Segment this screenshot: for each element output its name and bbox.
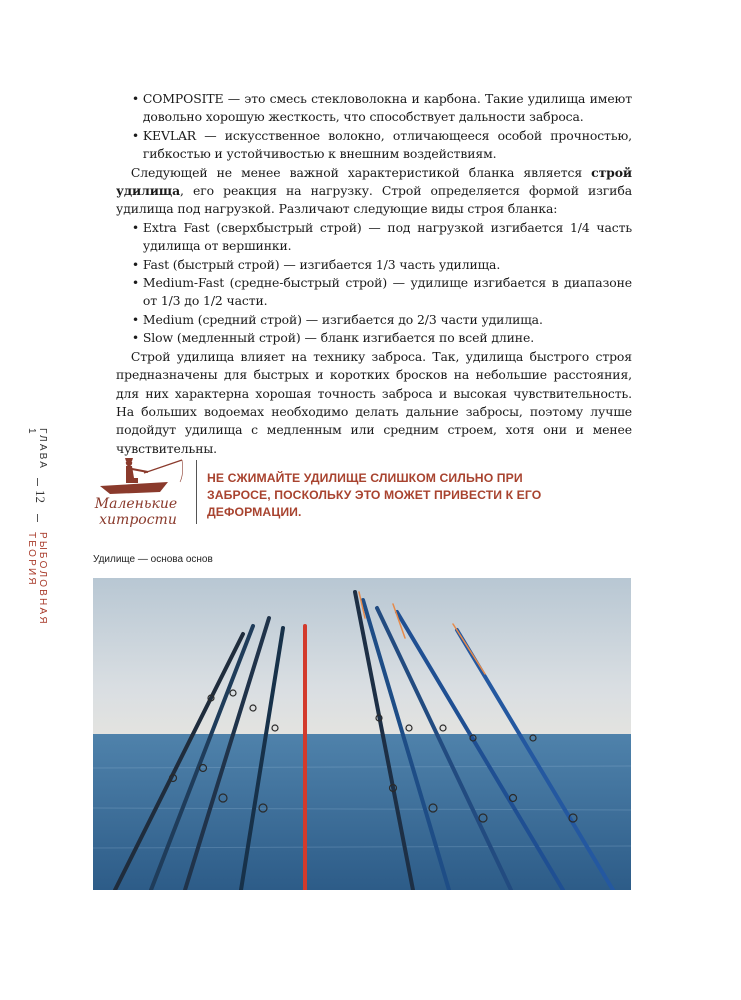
bold-term: строй удилища <box>116 164 632 199</box>
main-text <box>116 90 632 458</box>
paragraph: Следующей не менее важной характеристикой бланка является строй удилища, его реакция на нагрузку. Строй определяется формой изгиба удилища под нагрузкой. Различают следующие виды строя бланка: <box>116 164 632 217</box>
list-item: • Extra Fast (сверхбыстрый строй) — под нагрузкой изгибается 1/4 часть удилища от вершинки. <box>131 219 632 256</box>
section-label: РЫБОЛОВНАЯ ТЕОРИЯ <box>26 532 48 626</box>
list-item: • KEVLAR — искусственное волокно, отличающееся особой прочностью, гибкостью и устойчивостью к внешним воздействиям. <box>131 127 632 164</box>
list-item: • Medium-Fast (средне-быстрый строй) — удилище изгибается в диапазоне от 1/3 до 1/2 части. <box>131 274 632 311</box>
fishing-rods-photo <box>93 578 631 890</box>
page-number: 12 <box>33 490 48 503</box>
divider <box>37 514 38 522</box>
logo-text: хитрости <box>99 512 177 528</box>
photo-caption: Удилище — основа основ <box>93 554 213 565</box>
tips-logo <box>82 452 190 528</box>
fisherman-boat-icon <box>82 452 190 528</box>
tip-text: НЕ СЖИМАЙТЕ УДИЛИЩЕ СЛИШКОМ СИЛЬНО ПРИ ЗАБРОСЕ, ПОСКОЛЬКУ ЭТО МОЖЕТ ПРИВЕСТИ К ЕГО ДЕФОРМАЦИИ. <box>207 471 542 519</box>
divider <box>196 460 197 524</box>
list-item: • COMPOSITE — это смесь стекловолокна и карбона. Такие удилища имеют довольно хорошую жесткость, что способствует дальности заброса. <box>131 90 632 127</box>
divider <box>37 478 38 486</box>
list-item: • Fast (быстрый строй) — изгибается 1/3 часть удилища. <box>131 256 632 274</box>
chapter-label: ГЛАВА 1 <box>26 428 48 471</box>
list-item: • Slow (медленный строй) — бланк изгибается по всей длине. <box>131 329 632 347</box>
logo-text: Маленькие <box>94 496 178 512</box>
paragraph: Строй удилища влияет на технику заброса. Так, удилища быстрого строя предназначены для быстрых и коротких бросков на небольшие расстояния, для них характерна хорошая точность заброса и высокая чувствительность. На больших водоемах необходимо делать дальние забросы, поэтому лучше подойдут удилища с медленным или средним строем, хотя они и менее чувствительны. <box>116 348 632 456</box>
list-item: • Medium (средний строй) — изгибается до 2/3 части удилища. <box>131 311 632 329</box>
